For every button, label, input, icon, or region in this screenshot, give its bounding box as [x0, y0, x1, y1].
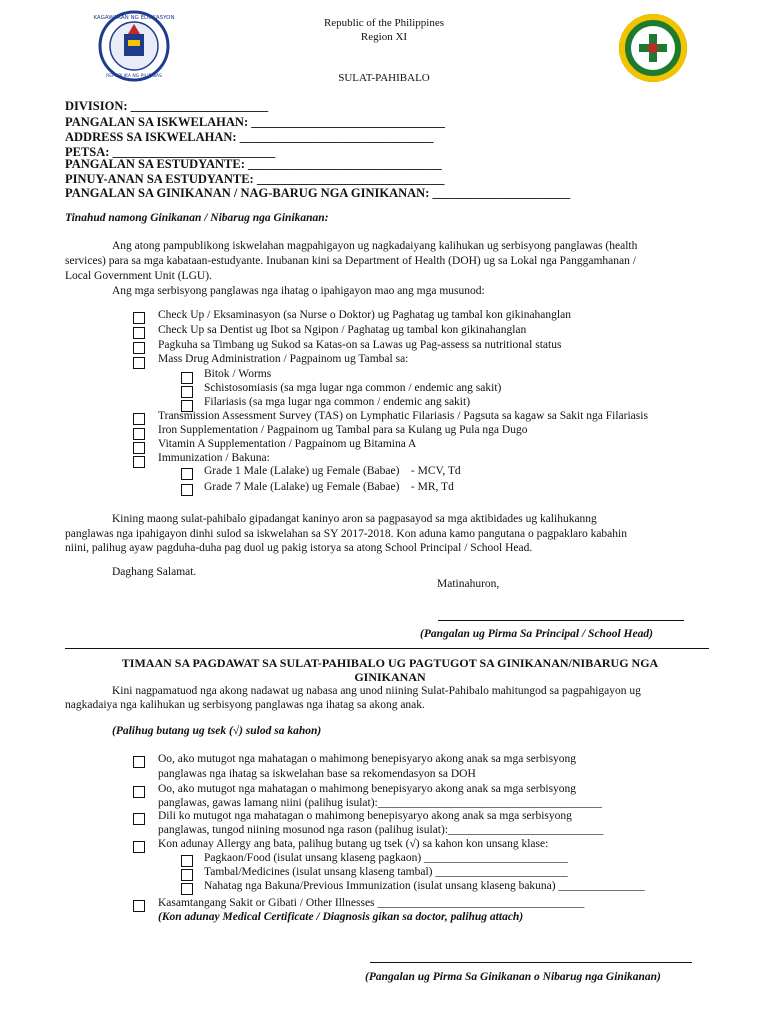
principal-caption: (Pangalan ug Pirma Sa Principal / School Head) — [420, 628, 653, 640]
service-iron: Iron Supplementation / Pagpainom ug Tambal para sa Kulang ug Pula nga Dugo — [158, 424, 528, 436]
field-parent-name[interactable]: PANGALAN SA GINIKANAN / NAG-BARUG NGA GINIKANAN: ______________________ — [65, 186, 570, 200]
service-grade1: Grade 1 Male (Lalake) ug Female (Babae) - MCV, Td — [204, 465, 461, 477]
checkbox-consent-partial[interactable] — [133, 786, 145, 798]
section-divider — [65, 648, 709, 649]
option-consent-partial-1: Oo, ako mutugot nga mahatagan o mahimong benepisyaryo akong anak sa mga serbisyong — [158, 783, 577, 795]
checkbox-allergy-vaccine[interactable] — [181, 883, 193, 895]
service-schisto: Schistosomiasis (sa mga lugar nga common / endemic ang sakit) — [204, 382, 502, 394]
field-division[interactable]: DIVISION: ______________________ — [65, 99, 269, 113]
section2-title-line-2: GINIKANAN — [354, 670, 426, 684]
medical-certificate-note: (Kon adunay Medical Certificate / Diagnosis gikan sa doctor, palihug attach) — [158, 911, 524, 923]
checkbox-other-illness[interactable] — [133, 900, 145, 912]
checkbox-tas[interactable] — [133, 413, 145, 425]
option-allergy-food[interactable]: Pagkaon/Food (isulat unsang klaseng pagkaon) _________________________ — [204, 852, 568, 864]
option-consent-full-1: Oo, ako mutugot nga mahatagan o mahimong benepisyaryo akong anak sa mga serbisyong — [158, 753, 577, 765]
option-allergy: Kon adunay Allergy ang bata, palihug butang ug tsek (√) sa kahon kon unsang klase: — [158, 838, 549, 850]
field-student-name[interactable]: PANGALAN SA ESTUDYANTE: _______________________________ — [65, 157, 442, 171]
service-dentist: Check Up sa Dentist ug Ibot sa Ngipon / Paghatag ug tambal kon gikinahanglan — [158, 324, 527, 336]
service-mda: Mass Drug Administration / Pagpainom ug Tambal sa: — [158, 353, 409, 365]
option-allergy-medicine[interactable]: Tambal/Medicines (isulat unsang klaseng tambal) _______________________ — [204, 866, 568, 878]
field-student-address[interactable]: PINUY-ANAN SA ESTUDYANTE: ______________________________ — [65, 172, 445, 186]
intro-line-3: Local Government Unit (LGU). — [65, 270, 212, 282]
checkbox-mda[interactable] — [133, 357, 145, 369]
parent-signature-line[interactable] — [370, 962, 692, 963]
section2-intro-1: Kini nagpamatuod nga akong nadawat ug nabasa ang unod niining Sulat-Pahibalo mahitungod sa pagpahigayon ug — [112, 685, 641, 697]
service-checkup: Check Up / Eksaminasyon (sa Nurse o Doktor) ug Paghatag ug tambal kon gikinahanglan — [158, 309, 571, 321]
checkbox-no-consent[interactable] — [133, 813, 145, 825]
intro-line-4: Ang mga serbisyong panglawas nga ihatag o ipahigayon mao ang mga musunod: — [112, 285, 485, 297]
parent-caption: (Pangalan ug Pirma Sa Ginikanan o Nibarug nga Ginikanan) — [365, 971, 661, 983]
option-no-consent-1: Dili ko mutugot nga mahatagan o mahimong benepisyaryo akong anak sa mga serbisyong — [158, 810, 572, 822]
option-consent-partial-2[interactable]: panglawas, gawas lamang niini (palihug isulat):_______________________________________ — [158, 797, 602, 809]
checkbox-checkup[interactable] — [133, 312, 145, 324]
service-immunization: Immunization / Bakuna: — [158, 452, 270, 464]
checkbox-dentist[interactable] — [133, 327, 145, 339]
field-date[interactable]: PETSA: __________________________ — [65, 145, 276, 159]
header-republic: Republic of the Philippines — [323, 17, 445, 29]
salutation: Tinahud namong Ginikanan / Nibarug nga Ginikanan: — [65, 212, 329, 224]
thanks-text: Daghang Salamat. — [112, 566, 197, 578]
section2-intro-2: nagkadaiya nga kalihukan ug serbisyong panglawas nga ihatag sa akong anak. — [65, 699, 425, 711]
principal-signature-line[interactable] — [438, 620, 684, 621]
checkbox-allergy[interactable] — [133, 841, 145, 853]
checkbox-allergy-food[interactable] — [181, 855, 193, 867]
document-title: SULAT-PAHIBALO — [338, 72, 430, 84]
checkbox-grade7[interactable] — [181, 484, 193, 496]
field-school-address[interactable]: ADDRESS SA ISKWELAHAN: _______________________________ — [65, 130, 434, 144]
regards-text: Matinahuron, — [437, 578, 500, 590]
header-region: Region XI — [360, 31, 408, 43]
checkbox-worms[interactable] — [181, 372, 193, 384]
service-filariasis: Filariasis (sa mga lugar nga common / endemic ang sakit) — [204, 396, 471, 408]
checkbox-weight[interactable] — [133, 342, 145, 354]
intro-line-2: services) para sa mga kabataan-estudyante. Inubanan kini sa Department of Health (DOH) ug sa Lokal nga Panggamhanan / — [65, 255, 636, 267]
service-worms: Bitok / Worms — [204, 368, 272, 380]
checkbox-allergy-medicine[interactable] — [181, 869, 193, 881]
checkbox-iron[interactable] — [133, 428, 145, 440]
checkbox-grade1[interactable] — [181, 468, 193, 480]
service-grade7: Grade 7 Male (Lalake) ug Female (Babae) - MR, Td — [204, 481, 454, 493]
checkbox-vitamin-a[interactable] — [133, 442, 145, 454]
service-weight: Pagkuha sa Timbang ug Sukod sa Katas-on sa Lawas ug Pag-assess sa nutritional status — [158, 339, 562, 351]
svg-text:REPUBLIKA NG PILIPINAS: REPUBLIKA NG PILIPINAS — [106, 74, 162, 79]
option-allergy-vaccine[interactable]: Nahatag nga Bakuna/Previous Immunization (isulat unsang klaseng bakuna) _______________ — [204, 880, 645, 892]
closing-line-3: niini, palihug ayaw pagduha-duha pag duol ug pakig istorya sa atong School Principal / School Head. — [65, 542, 533, 554]
option-other-illness[interactable]: Kasamtangang Sakit or Gibati / Other Illnesses ____________________________________ — [158, 897, 585, 909]
section2-title-line-1: TIMAAN SA PAGDAWAT SA SULAT-PAHIBALO UG PAGTUGOT SA GINIKANAN/NIBARUG NGA — [121, 656, 659, 670]
service-tas: Transmission Assessment Survey (TAS) on Lymphatic Filariasis / Pagsuta sa kagaw sa Sakit nga Filariasis — [158, 410, 648, 422]
closing-line-1: Kining maong sulat-pahibalo gipadangat kaninyo aron sa pagpasayod sa mga aktibidades ug kalihukanng — [112, 513, 597, 525]
checkbox-immunization[interactable] — [133, 456, 145, 468]
checkbox-consent-full[interactable] — [133, 756, 145, 768]
service-vitamin-a: Vitamin A Supplementation / Pagpainom ug Bitamina A — [158, 438, 417, 450]
option-consent-full-2: panglawas nga ihatag sa iskwelahan base sa rekomendasyon sa DOH — [158, 768, 476, 780]
closing-line-2: panglawas nga ipahigayon dinhi sulod sa iskwelahan sa SY 2017-2018. Kon aduna kamo pangutana o pagpaklaro kabahin — [65, 528, 627, 540]
option-no-consent-2[interactable]: panglawas, tungod niining mosunod nga rason (palihug isulat):___________________________ — [158, 824, 604, 836]
checkbox-schisto[interactable] — [181, 386, 193, 398]
check-instruction: (Palihug butang ug tsek (√) sulod sa kahon) — [112, 725, 322, 737]
svg-text:KAGAWARAN NG EDUKASYON: KAGAWARAN NG EDUKASYON — [93, 15, 175, 21]
field-school-name[interactable]: PANGALAN SA ISKWELAHAN: _______________________________ — [65, 115, 445, 129]
intro-line-1: Ang atong pampublikong iskwelahan magpahigayon ug nagkadaiyang kalihukan ug serbisyong panglawas (health — [112, 240, 638, 252]
